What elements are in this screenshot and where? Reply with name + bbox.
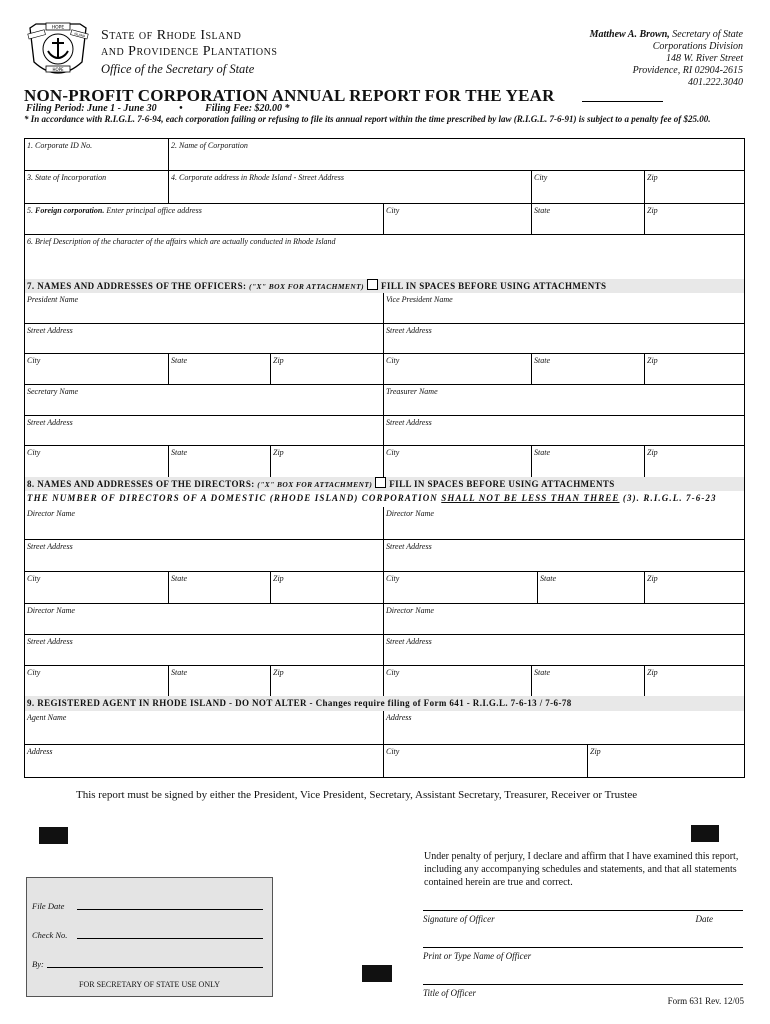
zip-label: Zip: [647, 448, 658, 457]
director-state-field-2[interactable]: [538, 572, 645, 603]
director-zip-field-2[interactable]: [645, 572, 746, 603]
director-label: Director Name: [27, 606, 75, 615]
row-brief: [25, 235, 744, 279]
foreign-num: 5.: [27, 206, 33, 215]
vice-president-label: Vice President Name: [386, 295, 453, 304]
director-name-field-3[interactable]: [25, 604, 384, 634]
foreign-bold: Foreign corporation.: [35, 206, 105, 215]
city-label: City: [386, 574, 400, 583]
form-number: Form 631 Rev. 12/05: [667, 996, 744, 1006]
row-director-street-2: [25, 635, 744, 666]
title-label: Title of Officer: [423, 988, 476, 998]
signature-of-officer-field[interactable]: [423, 910, 743, 924]
secretary-state-field[interactable]: [169, 446, 271, 477]
date-label: Date: [695, 914, 713, 924]
row-incorporation: [25, 171, 744, 204]
city-label: City: [386, 448, 400, 457]
by-label: By:: [32, 959, 44, 969]
secretary-title: Secretary of State: [672, 29, 743, 40]
state-line-1: State of Rhode Island: [101, 28, 242, 43]
row-officer-street-1: [25, 324, 744, 354]
state-seal-icon: [26, 22, 90, 80]
agent-zip-field[interactable]: [588, 745, 746, 777]
city-label: City: [386, 356, 400, 365]
state-label: State: [171, 356, 187, 365]
street-label: Street Address: [27, 418, 73, 427]
file-date-label: File Date: [32, 901, 65, 911]
state-inc-label: 3. State of Incorporation: [27, 173, 107, 182]
office-name: Office of the Secretary of State: [101, 62, 255, 76]
corp-id-field[interactable]: [25, 139, 169, 170]
filing-info: [26, 103, 290, 114]
street-label: Street Address: [27, 326, 73, 335]
foreign-state-field[interactable]: [532, 204, 645, 234]
foreign-zip-field[interactable]: [645, 204, 746, 234]
corp-name-label: 2. Name of Corporation: [171, 141, 248, 150]
street-label: Street Address: [27, 542, 73, 551]
president-zip-field[interactable]: [271, 354, 384, 384]
zip-label: Zip: [273, 574, 284, 583]
state-inc-field[interactable]: [25, 171, 169, 203]
office-use-footer: FOR SECRETARY OF STATE USE ONLY: [79, 980, 220, 989]
director-street-field-1[interactable]: [25, 540, 384, 571]
directors-section-header: [25, 477, 744, 491]
row-director-street-1: [25, 540, 744, 572]
registration-mark-3: [362, 965, 392, 982]
agent-label: Agent Name: [27, 713, 67, 722]
state-label: State: [171, 448, 187, 457]
director-city-field-1[interactable]: [25, 572, 169, 603]
print-name-field[interactable]: [423, 947, 743, 961]
check-no-label: Check No.: [32, 930, 68, 940]
director-state-field-1[interactable]: [169, 572, 271, 603]
zip-label: Zip: [273, 448, 284, 457]
brief-description-field[interactable]: [25, 235, 746, 279]
sign-instruction: This report must be signed by either the President, Vice President, Secretary, Assistant Secretary, Treasurer, Receiver or Trustee: [76, 789, 638, 801]
president-street-field[interactable]: [25, 324, 384, 353]
treasurer-zip-field[interactable]: [645, 446, 746, 477]
street-label: Street Address: [27, 637, 73, 646]
director-city-field-3[interactable]: [25, 666, 169, 696]
street-label: Street Address: [386, 637, 432, 646]
zip-label: Zip: [647, 206, 658, 215]
street: 148 W. River Street: [665, 53, 743, 64]
zip-label: Zip: [647, 668, 658, 677]
secretary-city-field[interactable]: [25, 446, 169, 477]
file-date-line: [77, 909, 263, 910]
treasurer-label: Treasurer Name: [386, 387, 438, 396]
director-zip-field-3[interactable]: [271, 666, 384, 696]
officers-fill-note: FILL IN SPACES BEFORE USING ATTACHMENTS: [381, 281, 607, 291]
officers-attachment-checkbox[interactable]: [367, 279, 378, 290]
treasurer-city-field[interactable]: [384, 446, 532, 477]
row-officer-city-2: [25, 446, 744, 477]
director-city-field-2[interactable]: [384, 572, 538, 603]
corp-id-label: 1. Corporate ID No.: [27, 141, 93, 150]
secretary-street-field[interactable]: [25, 416, 384, 445]
brief-label: 6. Brief Description of the character of the affairs which are actually conducted in Rhode Island: [27, 237, 336, 246]
corp-name-field[interactable]: [169, 139, 746, 170]
city-label: City: [27, 448, 41, 457]
zip-label: Zip: [647, 574, 658, 583]
vice-president-field[interactable]: [384, 293, 746, 323]
year-input-line[interactable]: [582, 101, 663, 102]
president-label: President Name: [27, 295, 79, 304]
zip-label: Zip: [647, 356, 658, 365]
director-label: Director Name: [386, 606, 434, 615]
director-city-field-4[interactable]: [384, 666, 532, 696]
ri-zip-field[interactable]: [645, 171, 746, 203]
zip-label: Zip: [647, 173, 658, 182]
foreign-rest: Enter principal office address: [106, 206, 202, 215]
president-city-field[interactable]: [25, 354, 169, 384]
director-zip-field-1[interactable]: [271, 572, 384, 603]
street-label: Street Address: [386, 326, 432, 335]
secretary-field[interactable]: [25, 385, 384, 415]
signature-label: Signature of Officer: [423, 914, 495, 924]
street-label: Street Address: [386, 542, 432, 551]
row-director-city-1: [25, 572, 744, 604]
zip-label: Zip: [590, 747, 601, 756]
row-corp-id: [25, 139, 744, 171]
director-state-field-3[interactable]: [169, 666, 271, 696]
directors-note-a: THE NUMBER OF DIRECTORS OF A DOMESTIC (RHODE ISLAND) CORPORATION: [27, 493, 438, 503]
office-use-box: [26, 877, 273, 997]
registration-mark-1: [39, 827, 68, 844]
row-director-city-2: [25, 666, 744, 696]
bullet-separator: •: [179, 103, 183, 114]
director-state-field-4[interactable]: [532, 666, 645, 696]
directors-attach-note: ("X" BOX FOR ATTACHMENT): [257, 480, 373, 489]
ri-address-field[interactable]: [169, 171, 532, 203]
city-label: City: [27, 668, 41, 677]
secretary-label: Secretary Name: [27, 387, 79, 396]
president-field[interactable]: [25, 293, 384, 323]
city-label: City: [534, 173, 548, 182]
director-label: Director Name: [386, 509, 434, 518]
state-line-2: and Providence Plantations: [101, 44, 278, 59]
agent-city-field[interactable]: [384, 745, 588, 777]
city-label: City: [27, 574, 41, 583]
secretary-name: Matthew A. Brown,: [589, 29, 670, 40]
agent-address-field[interactable]: [384, 711, 746, 744]
president-state-field[interactable]: [169, 354, 271, 384]
directors-fill-note: FILL IN SPACES BEFORE USING ATTACHMENTS: [389, 479, 615, 489]
row-agent-address: [25, 745, 744, 777]
check-no-line: [77, 938, 263, 939]
state-label: State: [534, 206, 550, 215]
directors-title: 8. NAMES AND ADDRESSES OF THE DIRECTORS:: [27, 479, 255, 489]
director-street-field-3[interactable]: [25, 635, 384, 665]
filing-period: Filing Period: June 1 - June 30: [26, 103, 157, 114]
ri-city-field[interactable]: [532, 171, 645, 203]
agent-name-field[interactable]: [25, 711, 384, 744]
row-secretary: [25, 385, 744, 416]
row-president: [25, 293, 744, 324]
city-label: City: [386, 747, 400, 756]
director-zip-field-4[interactable]: [645, 666, 746, 696]
city-label: City: [386, 206, 400, 215]
state-label: State: [534, 356, 550, 365]
vp-zip-field[interactable]: [645, 354, 746, 384]
director-street-field-2[interactable]: [384, 540, 746, 571]
perjury-statement: Under penalty of perjury, I declare and affirm that I have examined this report, including any accompanying schedules and statements, and that all statements contained herein are true and correct.: [424, 851, 739, 888]
director-street-field-4[interactable]: [384, 635, 746, 665]
agent-section-header: 9. REGISTERED AGENT IN RHODE ISLAND - DO NOT ALTER - Changes require filing of Form 641 - R.I.G.L. 7-6-13 / 7-6-78: [25, 696, 744, 711]
state-name: [101, 28, 277, 60]
director-name-field-4[interactable]: [384, 604, 746, 634]
secretary-zip-field[interactable]: [271, 446, 384, 477]
division: Corporations Division: [652, 41, 743, 52]
secretary-block: [590, 29, 743, 89]
directors-note-underline: SHALL NOT BE LESS THAN THREE: [441, 493, 620, 503]
foreign-label: [27, 206, 202, 215]
city-label: City: [386, 668, 400, 677]
state-label: State: [540, 574, 556, 583]
seal-text-bottom: HOPE: [52, 67, 64, 72]
row-foreign: [25, 204, 744, 235]
officers-attach-note: ("X" BOX FOR ATTACHMENT): [249, 282, 365, 291]
foreign-address-field[interactable]: [25, 204, 384, 234]
by-line: [47, 967, 263, 968]
state-label: State: [534, 448, 550, 457]
phone: 401.222.3040: [688, 77, 743, 88]
address-label: Address: [27, 747, 53, 756]
treasurer-field[interactable]: [384, 385, 746, 415]
registration-mark-2: [691, 825, 719, 842]
street-label: Street Address: [386, 418, 432, 427]
vp-state-field[interactable]: [532, 354, 645, 384]
report-form: [24, 138, 745, 778]
state-label: State: [171, 574, 187, 583]
ri-address-label: 4. Corporate address in Rhode Island - Street Address: [171, 173, 344, 182]
penalty-note: * In accordance with R.I.G.L. 7-6-94, each corporation failing or refusing to file its annual report within the time prescribed by law (R.I.G.L. 7-6-91) is subject to a penalty fee of $25.00.: [24, 114, 711, 124]
officers-section-header: [25, 279, 744, 293]
vp-city-field[interactable]: [384, 354, 532, 384]
director-name-field-2[interactable]: [384, 507, 746, 539]
treasurer-state-field[interactable]: [532, 446, 645, 477]
officers-title: 7. NAMES AND ADDRESSES OF THE OFFICERS:: [27, 281, 247, 291]
foreign-city-field[interactable]: [384, 204, 532, 234]
director-name-field-1[interactable]: [25, 507, 384, 539]
seal-text-top: HOPE: [51, 25, 65, 31]
vp-street-field[interactable]: [384, 324, 746, 353]
print-name-label: Print or Type Name of Officer: [423, 951, 532, 961]
row-director-2: [25, 604, 744, 635]
city-label: City: [27, 356, 41, 365]
row-agent: [25, 711, 744, 745]
city: Providence, RI 02904-2615: [632, 65, 743, 76]
zip-label: Zip: [273, 356, 284, 365]
treasurer-street-field[interactable]: [384, 416, 746, 445]
filing-fee: Filing Fee: $20.00 *: [205, 103, 290, 114]
state-label: State: [534, 668, 550, 677]
director-label: Director Name: [27, 509, 75, 518]
zip-label: Zip: [273, 668, 284, 677]
state-label: State: [171, 668, 187, 677]
directors-note-b: (3). R.I.G.L. 7-6-23: [622, 493, 717, 503]
directors-minimum-note: [27, 493, 717, 503]
directors-attachment-checkbox[interactable]: [375, 477, 386, 488]
row-officer-city-1: [25, 354, 744, 385]
address-label: Address: [386, 713, 412, 722]
row-director-1: [25, 507, 744, 540]
row-officer-street-2: [25, 416, 744, 446]
page-title: NON-PROFIT CORPORATION ANNUAL REPORT FOR THE YEAR: [24, 86, 555, 105]
seal-text-right: ISLAND: [73, 31, 86, 39]
agent-street-field[interactable]: [25, 745, 384, 777]
